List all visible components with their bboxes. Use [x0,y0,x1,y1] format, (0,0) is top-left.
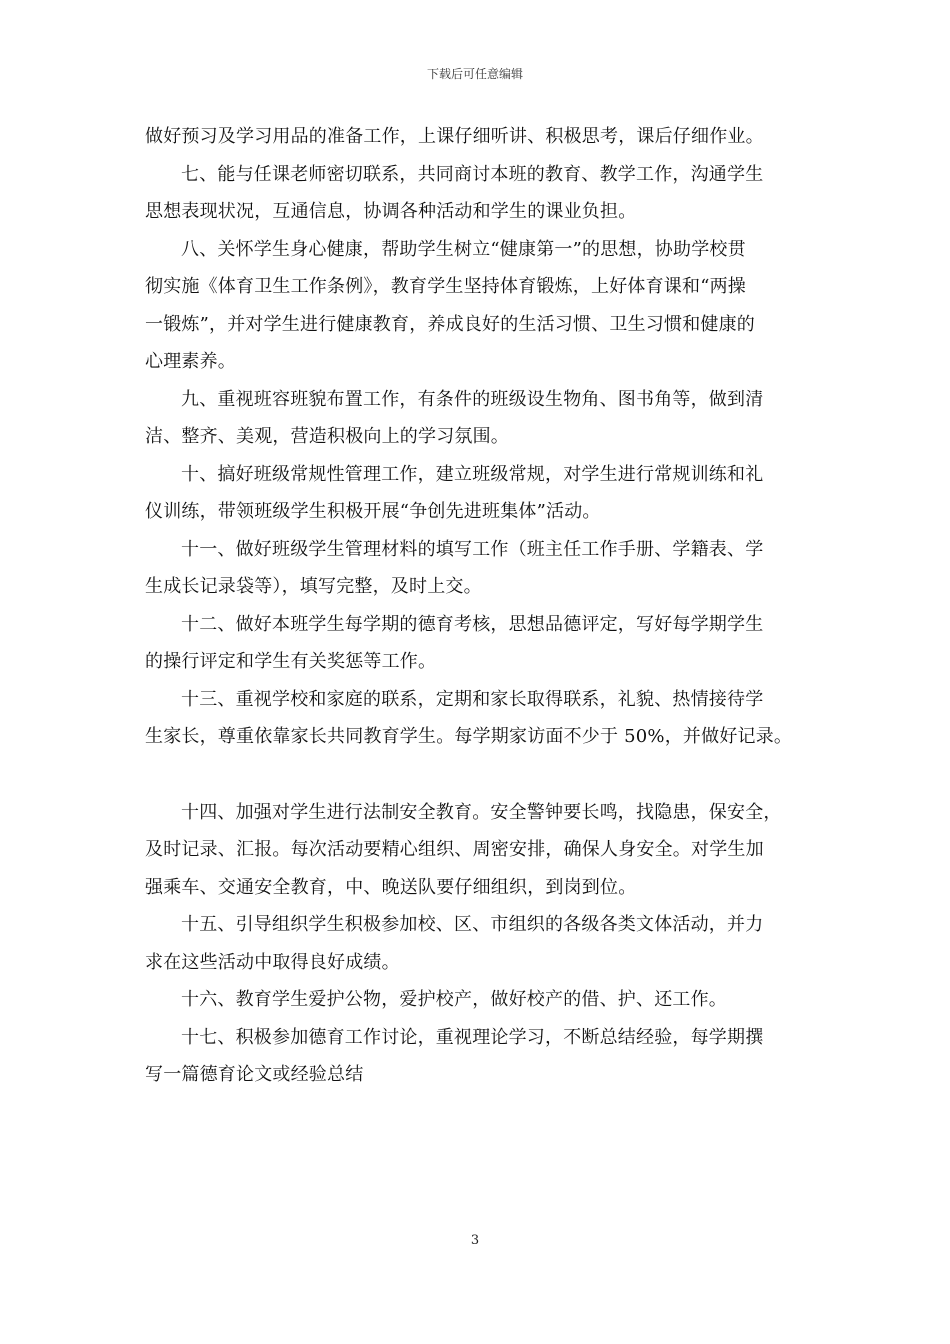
paragraph-line: 八、关怀学生身心健康，帮助学生树立“健康第一”的思想，协助学校贯 [181,238,746,260]
paragraph-item-16 [145,981,820,1019]
paragraph-line: 七、能与任课老师密切联系，共同商讨本班的教育、教学工作，沟通学生 [181,163,764,185]
paragraph-line: 一锻炼”，并对学生进行健康教育，养成良好的生活习惯、卫生习惯和健康的 [145,313,755,335]
paragraph-line: 写一篇德育论文或经验总结 [145,1064,364,1085]
paragraph-line: 十、搞好班级常规性管理工作，建立班级常规，对学生进行常规训练和礼 [181,463,764,485]
paragraph-line: 洁、整齐、美观，营造积极向上的学习氛围。 [145,426,509,447]
paragraph-item-7 [145,156,820,231]
paragraph-line: 十四、加强对学生进行法制安全教育。安全警钟要长鸣，找隐患，保安全， [181,801,782,823]
paragraph-item-10 [145,456,820,531]
paragraph-item-12 [145,606,820,681]
paragraph-line: 的操行评定和学生有关奖惩等工作。 [145,651,437,672]
document-body [145,118,820,1094]
paragraph-item-11 [145,531,820,606]
paragraph-line: 求在这些活动中取得良好成绩。 [145,951,400,973]
paragraph-line: 心理素养。 [145,351,236,372]
paragraph-item-9 [145,381,820,456]
paragraph-spacer [145,756,820,794]
paragraph-line: 彻实施《体育卫生工作条例》，教育学生坚持体育锻炼，上好体育课和“两操 [145,276,746,297]
page-number: 3 [470,1233,480,1248]
paragraph-line: 思想表现状况，互通信息，协调各种活动和学生的课业负担。 [145,201,637,222]
paragraph-line: 仪训练，带领班级学生积极开展“争创先进班集体”活动。 [145,501,601,522]
paragraph-line: 九、重视班容班貌布置工作，有条件的班级设生物角、图书角等，做到清 [181,388,764,410]
paragraph-line: 十七、积极参加德育工作讨论，重视理论学习，不断总结经验，每学期撰 [181,1026,764,1048]
paragraph-item-17 [145,1019,820,1094]
paragraph-item-14 [145,794,820,907]
paragraph-continuation [145,118,820,156]
paragraph-line: 十五、引导组织学生积极参加校、区、市组织的各级各类文体活动，并力 [181,914,764,935]
paragraph-item-8 [145,231,820,381]
paragraph-line: 生成长记录袋等），填写完整，及时上交。 [145,576,482,597]
paragraph-item-13 [145,681,820,756]
paragraph-line: 十六、教育学生爱护公物，爱护校产，做好校产的借、护、还工作。 [181,989,727,1010]
paragraph-line: 十二、做好本班学生每学期的德育考核，思想品德评定，写好每学期学生 [181,613,764,635]
paragraph-line: 十三、重视学校和家庭的联系，定期和家长取得联系，礼貌、热情接待学 [181,688,764,710]
paragraph-line: 十一、做好班级学生管理材料的填写工作（班主任工作手册、学籍表、学 [181,538,764,560]
page-header: 下载后可任意编辑 [426,67,523,81]
paragraph-item-15 [145,906,820,981]
paragraph-line: 生家长，尊重依靠家长共同教育学生。每学期家访面不少于 50%，并做好记录。 [145,726,793,747]
paragraph-line: 做好预习及学习用品的准备工作，上课仔细听讲、积极思考，课后仔细作业。 [145,126,764,147]
paragraph-line: 及时记录、汇报。每次活动要精心组织、周密安排，确保人身安全。对学生加 [145,839,764,860]
paragraph-line: 强乘车、交通安全教育，中、晚送队要仔细组织，到岗到位。 [145,876,637,898]
